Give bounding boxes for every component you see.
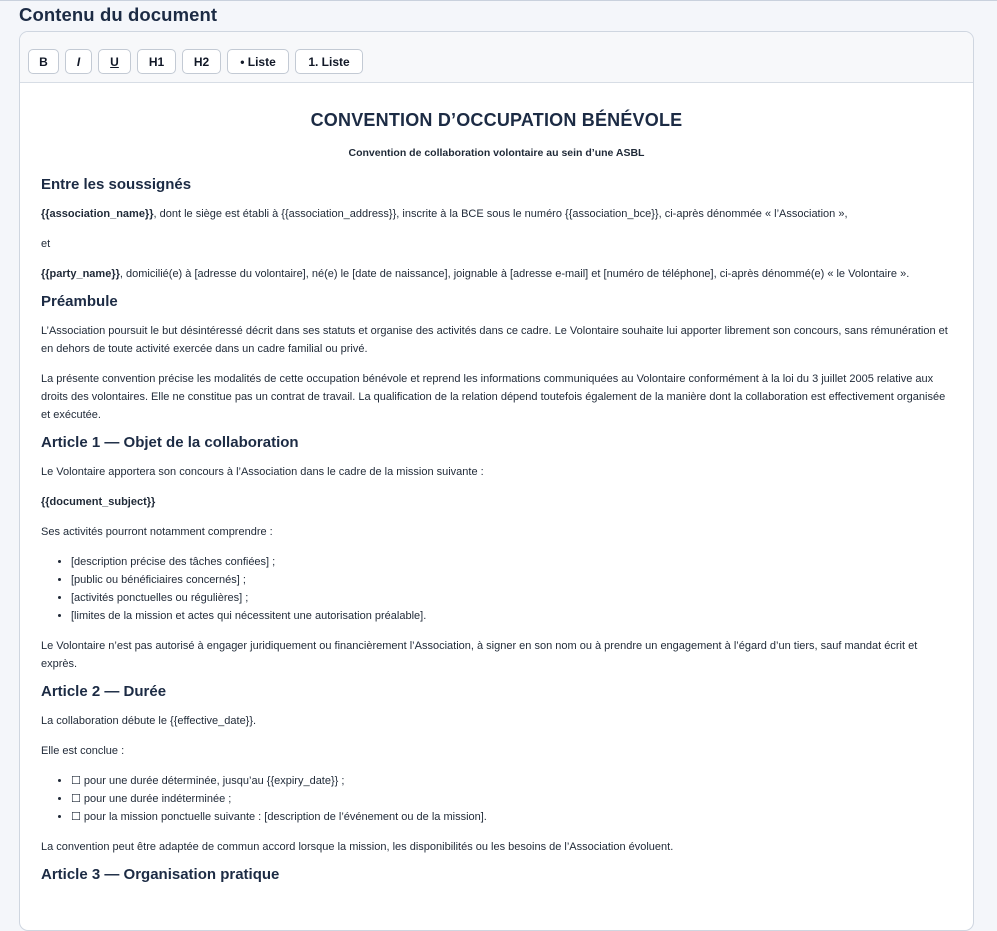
rich-text-editor[interactable] [19,31,974,931]
list-item: • [public ou bénéficiaires concernés] ; [71,571,952,589]
association-name-variable: {{association_name}} [41,208,154,220]
article2-duration-list [41,772,952,826]
heading2-button[interactable]: H2 [182,49,221,74]
top-border [0,0,997,1]
list-item: • [activités ponctuelles ou régulières] ; [71,589,952,607]
heading-article-3: Article 3 — Organisation pratique [41,866,280,883]
list-item: • [description précise des tâches confiées] ; [71,553,952,571]
article2-closing: La convention peut être adaptée de commun accord lorsque la mission, les disponibilités ou les besoins de l’Association évoluent. [41,841,674,853]
article1-subject [41,493,952,511]
italic-button[interactable]: I [65,49,92,74]
paragraph-association [41,205,952,223]
heading1-button[interactable]: H1 [137,49,176,74]
paragraph-et: et [41,238,51,250]
article1-intro: Le Volontaire apportera son concours à l’Association dans le cadre de la mission suivante : [41,466,484,478]
bold-button[interactable]: B [28,49,59,74]
heading-article-2: Article 2 — Durée [41,683,167,700]
bullet-list-button[interactable]: • Liste [227,49,289,74]
paragraph-party [41,265,952,283]
preamble-paragraph-2: La présente convention précise les modalités de cette occupation bénévole et reprend les informations communiquées au Volontaire conformément à la loi du 3 juillet 2005 relative aux droits des volontaires. Elle ne constitue pas un contrat de travail. La qualification de la relation dépend toutefois également de la manière dont la collaboration est effectivement organisée et exécutée. [41,373,946,421]
list-item: • ☐ pour une durée déterminée, jusqu’au {{expiry_date}} ; [71,772,952,790]
association-details: , dont le siège est établi à {{association_address}}, inscrite à la BCE sous le numéro {{association_bce}}, ci-après dénommée « l’Association », [153,208,848,220]
article1-activities-list [41,553,952,625]
document-subject-variable: {{document_subject}} [41,496,156,508]
numbered-list-button[interactable]: 1. Liste [295,49,363,74]
party-details: , domicilié(e) à [adresse du volontaire], né(e) le [date de naissance], joignable à [adresse e-mail] et [numéro de téléphone], ci-après dénommé(e) « le Volontaire ». [119,268,910,280]
list-item: • ☐ pour la mission ponctuelle suivante : [description de l’événement ou de la mission]. [71,808,952,826]
section-title: Contenu du document [19,4,218,25]
preamble-paragraph-1: L’Association poursuit le but désintéressé décrit dans ses statuts et organise des activités dans ce cadre. Le Volontaire souhaite lui apporter librement son concours, sans rémunération et en dehors de toute activité exercée dans un cadre familial ou privé. [41,325,948,355]
list-item: • ☐ pour une durée indéterminée ; [71,790,952,808]
document-subtitle: Convention de collaboration volontaire au sein d’une ASBL [348,147,645,159]
underline-button[interactable]: U [98,49,131,74]
heading-parties: Entre les soussignés [41,176,192,193]
list-item: • [limites de la mission et actes qui nécessitent une autorisation préalable]. [71,607,952,625]
article2-concluded: Elle est conclue : [41,745,125,757]
article2-start: La collaboration débute le {{effective_date}}. [41,715,257,727]
heading-preamble: Préambule [41,293,118,310]
article1-closing: Le Volontaire n’est pas autorisé à engager juridiquement ou financièrement l’Association, à signer en son nom ou à prendre un engagement à l’égard d’un tiers, sauf mandat écrit et exprès. [41,640,918,670]
editor-toolbar [20,32,973,83]
article1-activities-intro: Ses activités pourront notamment comprendre : [41,526,273,538]
document-title: CONVENTION D’OCCUPATION BÉNÉVOLE [310,110,683,130]
party-name-variable: {{party_name}} [41,268,120,280]
heading-article-1: Article 1 — Objet de la collaboration [41,434,299,451]
document-body[interactable] [20,83,973,885]
